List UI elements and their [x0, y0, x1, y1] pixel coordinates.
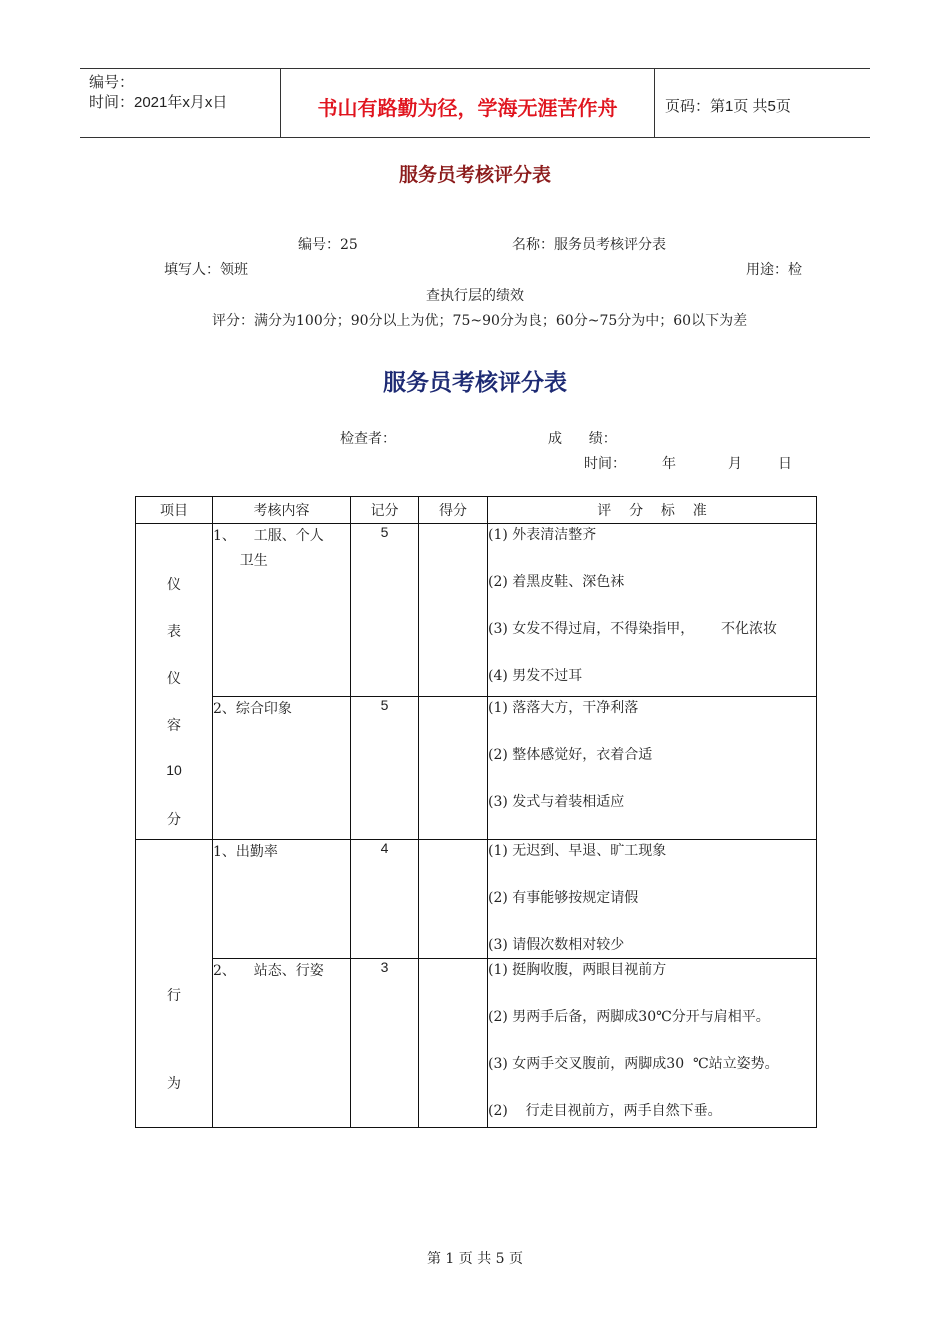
criteria-cell [488, 958, 817, 1127]
item-char: 仪 [167, 577, 181, 593]
doc-name: 名称：服务员考核评分表 [512, 237, 666, 253]
item-char: 容 [167, 718, 181, 734]
header-points: 记分 [351, 497, 419, 524]
criteria-line: (2) 行走目视前方，两手自然下垂。 [488, 1102, 722, 1119]
time-label: 时间：2021年x月x日 [89, 94, 228, 111]
content-line: 2、综合印象 [213, 700, 292, 717]
page-footer: 第 1 页 共 5 页 [426, 1251, 524, 1267]
day-label: 日 [778, 456, 792, 472]
content-line: 2、 站态、行姿 [213, 962, 324, 979]
score-cell [419, 696, 488, 839]
content-line: 卫生 [213, 553, 268, 569]
item-char: 仪 [167, 671, 181, 687]
inspector-label: 检查者： [340, 431, 396, 447]
page-header [80, 68, 870, 138]
content-cell [213, 696, 351, 839]
header-item: 项目 [136, 497, 213, 524]
item-char: 分 [167, 812, 181, 828]
criteria-line: (1) 落落大方，干净利落 [488, 699, 639, 716]
motto: 书山有路勤为径，学海无涯苦作舟 [317, 98, 618, 120]
content-cell [213, 840, 351, 959]
header-right-cell [655, 69, 870, 137]
points-cell: 3 [351, 958, 419, 1127]
criteria-line: (2) 着黑皮鞋、深色袜 [488, 574, 625, 590]
criteria-line: (3) 请假次数相对较少 [488, 937, 625, 953]
criteria-cell [488, 524, 817, 697]
criteria-cell [488, 840, 817, 959]
table-header-row [136, 497, 817, 524]
criteria-line: (3) 女两手交叉腹前，两脚成30 ℃站立姿势。 [488, 1055, 779, 1072]
item-char: 10 [166, 762, 182, 778]
score-cell [419, 840, 488, 959]
form-title: 服务员考核评分表 [383, 369, 567, 395]
content-line: 1、 工服、个人 [213, 528, 324, 544]
item-char: 表 [167, 624, 181, 640]
score-cell [419, 958, 488, 1127]
header-score: 得分 [419, 497, 488, 524]
number-label: 编号： [89, 74, 135, 91]
header-criteria: 评 分 标 准 [488, 497, 817, 524]
table-row [136, 958, 817, 1127]
table-row [136, 524, 817, 697]
content-cell [213, 524, 351, 697]
score-cell [419, 524, 488, 697]
criteria-line: (1) 挺胸收腹，两眼目视前方 [488, 961, 667, 978]
criteria-line: (2) 有事能够按规定请假 [488, 890, 639, 906]
assessment-table [135, 496, 817, 1128]
criteria-line: (1) 外表清洁整齐 [488, 527, 597, 543]
table-row [136, 840, 817, 959]
section-item-behavior [136, 840, 213, 1128]
item-char: 为 [167, 1076, 181, 1092]
points-cell: 5 [351, 696, 419, 839]
time-field-label: 时间： [584, 456, 626, 472]
points-cell: 5 [351, 524, 419, 697]
doc-usage-cont: 查执行层的绩效 [426, 288, 524, 304]
doc-filler: 填写人：领班 [164, 262, 248, 278]
page-info: 页码：第1页 共5页 [665, 98, 791, 115]
scoring-rule: 评分：满分为100分；90分以上为优；75~90分为良；60分~75分为中；60以下为差 [212, 313, 748, 329]
header-content: 考核内容 [213, 497, 351, 524]
header-left-cell [80, 69, 281, 137]
doc-usage: 用途：检 [746, 262, 802, 278]
month-label: 月 [728, 456, 742, 472]
table-row [136, 696, 817, 839]
item-char: 行 [167, 988, 181, 1004]
criteria-cell [488, 696, 817, 839]
content-cell [213, 958, 351, 1127]
criteria-line: (1) 无迟到、早退、旷工现象 [488, 843, 667, 859]
header-middle-cell [281, 69, 655, 137]
document-title: 服务员考核评分表 [398, 164, 551, 186]
criteria-line: (3) 女发不得过肩，不得染指甲， 不化浓妆 [488, 621, 777, 637]
score-label: 成 绩： [548, 431, 617, 447]
section-item-appearance [136, 524, 213, 840]
year-label: 年 [662, 456, 676, 472]
content-line: 1、出勤率 [213, 844, 278, 860]
doc-number: 编号：25 [298, 237, 358, 253]
points-cell: 4 [351, 840, 419, 959]
criteria-line: (4) 男发不过耳 [488, 668, 583, 684]
criteria-line: (2) 整体感觉好，衣着合适 [488, 746, 653, 763]
criteria-line: (3) 发式与着装相适应 [488, 793, 625, 810]
criteria-line: (2) 男两手后备，两脚成30℃分开与肩相平。 [488, 1008, 770, 1025]
